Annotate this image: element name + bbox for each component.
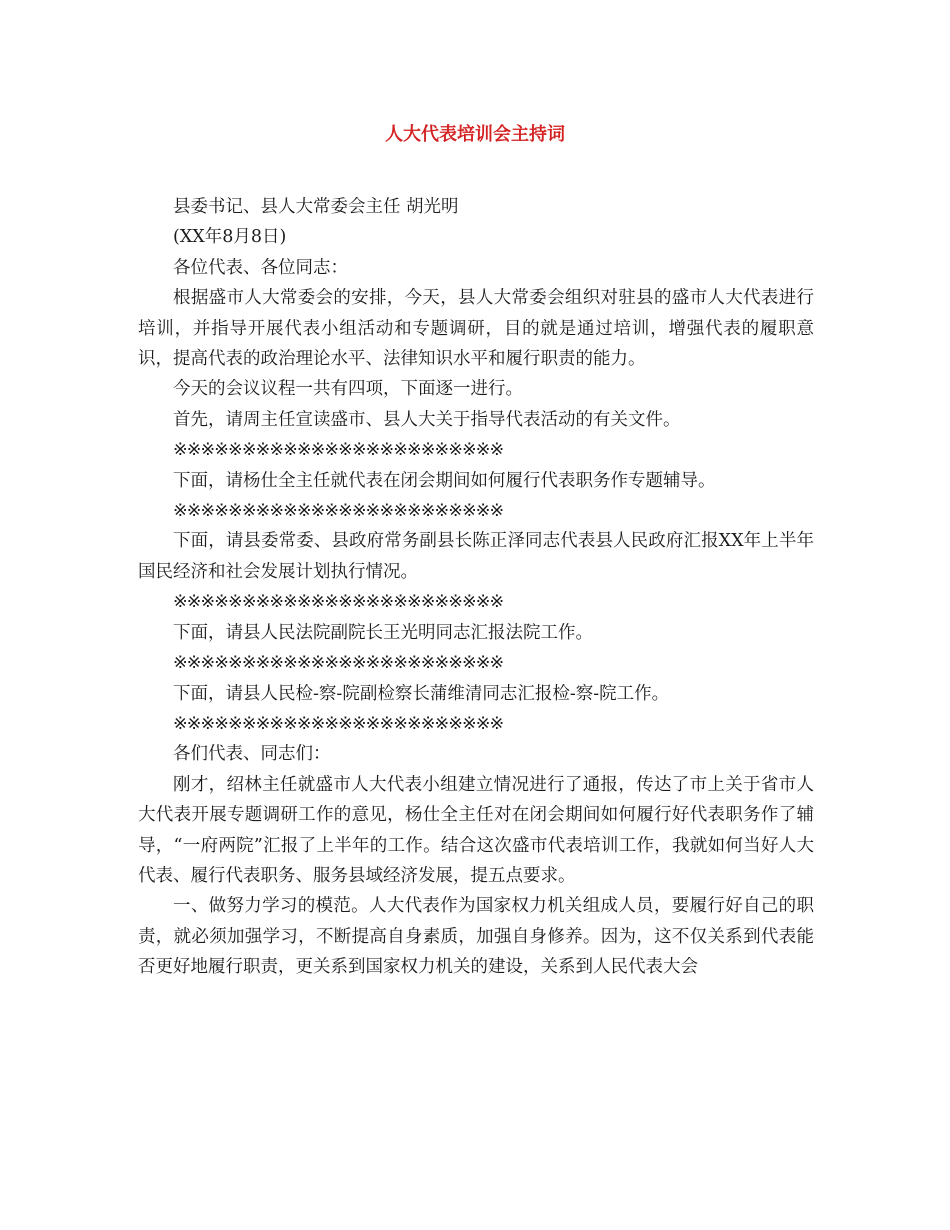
- body-paragraph: 下面，请县人民法院副院长王光明同志汇报法院工作。: [173, 622, 593, 643]
- body-paragraph: 今天的会议议程一共有四项，下面逐一进行。: [173, 379, 523, 400]
- separator-line: ※※※※※※※※※※※※※※※※※※※※※※※※: [173, 440, 504, 461]
- body-paragraph: 下面，请杨仕全主任就代表在闭会期间如何履行代表职务作专题辅导。: [173, 470, 716, 491]
- body-paragraph: 根据盛市人大常委会的安排，今天，县人大常委会组织对驻县的盛市人大代表进行培训，并指导开展代表小组活动和专题调研，目的就是通过培训，增强代表的履职意识，提高代表的政治理论水平、法律知识水平和履行职责的能力。: [138, 288, 814, 370]
- date-line: (XX年8月8日): [173, 227, 287, 248]
- separator-line: ※※※※※※※※※※※※※※※※※※※※※※※※: [173, 501, 504, 522]
- separator-line: ※※※※※※※※※※※※※※※※※※※※※※※※: [173, 653, 504, 674]
- salutation: 各们代表、同志们：: [173, 744, 331, 765]
- separator-line: ※※※※※※※※※※※※※※※※※※※※※※※※: [173, 713, 504, 734]
- document-title: 人大代表培训会主持词: [385, 124, 565, 145]
- body-paragraph: 首先，请周主任宣读盛市、县人大关于指导代表活动的有关文件。: [173, 409, 681, 430]
- body-paragraph: 刚才，绍林主任就盛市人大代表小组建立情况进行了通报，传达了市上关于省市人大代表开展专题调研工作的意见，杨仕全主任对在闭会期间如何履行好代表职务作了辅导，“一府两院”汇报了上半年的工作。结合这次盛市代表培训工作，我就如何当好人大代表、履行代表职务、服务县域经济发展，提五点要求。: [138, 774, 814, 886]
- separator-line: ※※※※※※※※※※※※※※※※※※※※※※※※: [173, 592, 504, 613]
- body-paragraph: 下面，请县人民检-察-院副检察长蒲维清同志汇报检-察-院工作。: [173, 683, 670, 704]
- salutation: 各位代表、各位同志：: [173, 257, 348, 278]
- document-body: [138, 192, 814, 983]
- author-line: 县委书记、县人大常委会主任 胡光明: [173, 197, 459, 217]
- body-paragraph: 一、做努力学习的模范。人大代表作为国家权力机关组成人员，要履行好自己的职责，就必须加强学习，不断提高自身素质，加强自身修养。因为，这不仅关系到代表能否更好地履行职责，更关系到国家权力机关的建设，关系到人民代表大会: [138, 896, 814, 978]
- body-paragraph: 下面，请县委常委、县政府常务副县长陈正泽同志代表县人民政府汇报XX年上半年国民经济和社会发展计划执行情况。: [138, 531, 814, 582]
